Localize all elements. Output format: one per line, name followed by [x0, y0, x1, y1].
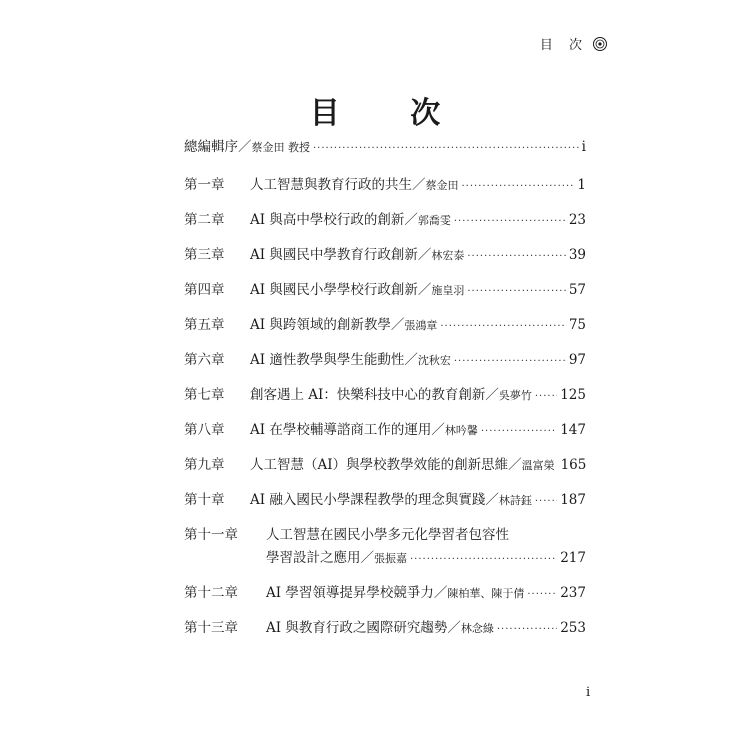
leader-dots: [462, 177, 575, 197]
toc-entry-chapter-8: [184, 420, 586, 442]
leader-dots: [410, 550, 557, 570]
chapter-title: AI 與國民小學學校行政創新／: [250, 282, 432, 298]
toc-entry-author: 蔡金田 教授: [251, 141, 310, 154]
chapter-number: 第七章: [184, 387, 225, 403]
chapter-number: 第三章: [184, 247, 225, 263]
chapter-title: AI 學習領導提昇學校競爭力／: [266, 585, 448, 601]
leader-dots: [527, 585, 557, 605]
chapter-number: 第八章: [184, 422, 225, 438]
toc-entry-chapter-6: [184, 350, 586, 372]
chapter-author: 林念綠: [460, 622, 494, 635]
page-title: 目 次: [309, 96, 471, 131]
chapter-author: 林宏泰: [431, 249, 465, 262]
toc-entry-chapter-13: [184, 618, 586, 640]
leader-dots: [454, 212, 566, 232]
chapter-author: 林詩鈺: [498, 494, 532, 507]
leader-dots: [481, 422, 557, 442]
running-header: [540, 34, 608, 53]
chapter-title: 人工智慧（AI）與學校教學效能的創新思維／: [250, 457, 522, 473]
chapter-number: 第十一章: [184, 527, 238, 543]
toc-entry-chapter-5: [184, 315, 586, 337]
toc-entry-chapter-2: [184, 210, 586, 232]
chapter-number: 第五章: [184, 317, 225, 333]
toc-entry-title: 總編輯序／: [184, 139, 252, 155]
chapter-second-line: [184, 548, 586, 570]
chapter-page: 237: [560, 585, 586, 601]
chapter-page: 147: [560, 422, 586, 438]
chapter-title: AI 與高中學校行政的創新／: [250, 212, 418, 228]
chapter-title: 人工智慧在國民小學多元化學習者包容性: [266, 527, 509, 543]
chapter-number: 第四章: [184, 282, 225, 298]
chapter-author: 陳柏華、陳于倩: [447, 587, 525, 600]
toc-entry-page: i: [581, 139, 586, 155]
chapter-number: 第六章: [184, 352, 225, 368]
leader-dots: [467, 282, 565, 302]
leader-dots: [440, 317, 565, 337]
toc-entry-chapter-11: [184, 525, 586, 570]
chapter-page: 57: [568, 282, 586, 298]
toc-entry-chapter-10: [184, 490, 586, 512]
chapter-title: 人工智慧與教育行政的共生／: [250, 177, 426, 193]
toc-entry-chapter-7: [184, 385, 586, 407]
toc-entry-chapter-4: [184, 280, 586, 302]
chapter-page: 253: [560, 620, 586, 636]
chapter-page: 217: [560, 550, 586, 566]
toc-entry-chapter-9: [184, 455, 586, 477]
chapter-title: AI 在學校輔導諮商工作的運用／: [250, 422, 445, 438]
chapter-page: 39: [568, 247, 586, 263]
chapter-title: AI 融入國民小學課程教學的理念與實踐／: [250, 492, 499, 508]
chapter-page: 165: [560, 457, 587, 473]
chapter-author: 張振嘉: [374, 552, 407, 565]
chapter-author: 林吟馨: [444, 424, 478, 437]
chapter-title: 創客遇上 AI：快樂科技中心的教育創新／: [250, 387, 499, 403]
chapter-page: 75: [568, 317, 586, 333]
ornament-icon: [592, 36, 608, 52]
chapter-title: AI 與跨領域的創新教學／: [250, 317, 405, 333]
chapter-page: 125: [560, 387, 586, 403]
chapter-author: 郭喬雯: [417, 214, 451, 227]
page-number: i: [586, 685, 591, 700]
chapter-page: 1: [577, 177, 586, 193]
chapter-page: 187: [560, 492, 586, 508]
chapter-title: AI 與教育行政之國際研究趨勢／: [266, 620, 461, 636]
chapter-author: 溫富榮: [521, 459, 555, 472]
chapter-number: 第九章: [184, 457, 225, 473]
chapter-number: 第二章: [184, 212, 225, 228]
leader-dots: [497, 620, 557, 640]
table-of-contents: [184, 137, 586, 640]
leader-dots: [454, 352, 566, 372]
chapter-title: AI 與國民中學教育行政創新／: [250, 247, 432, 263]
chapter-author: 張鴻章: [404, 319, 438, 332]
toc-entry-chapter-12: [184, 583, 586, 605]
chapter-author: 施皇羽: [431, 284, 465, 297]
toc-entry-preface: [184, 137, 586, 159]
leader-dots: [535, 492, 557, 512]
toc-entry-chapter-3: [184, 245, 586, 267]
chapter-page: 97: [568, 352, 586, 368]
chapter-first-line: [184, 525, 586, 545]
chapter-author: 沈秋宏: [417, 354, 451, 367]
leader-dots: [535, 387, 557, 407]
chapter-title-continued: 學習設計之應用／: [266, 550, 374, 566]
chapter-author: 吳夢竹: [498, 389, 532, 402]
chapter-page: 23: [568, 212, 586, 228]
chapter-number: 第十二章: [184, 585, 238, 601]
leader-dots: [467, 247, 565, 267]
chapter-number: 第一章: [184, 177, 225, 193]
chapter-author: 蔡金田: [425, 179, 459, 192]
toc-entry-chapter-1: [184, 175, 586, 197]
leader-dots: [313, 139, 579, 159]
running-header-label: 目 次: [539, 38, 588, 53]
chapter-number: 第十章: [184, 492, 225, 508]
chapter-number: 第十三章: [184, 620, 238, 636]
chapter-title: AI 適性教學與學生能動性／: [250, 352, 418, 368]
